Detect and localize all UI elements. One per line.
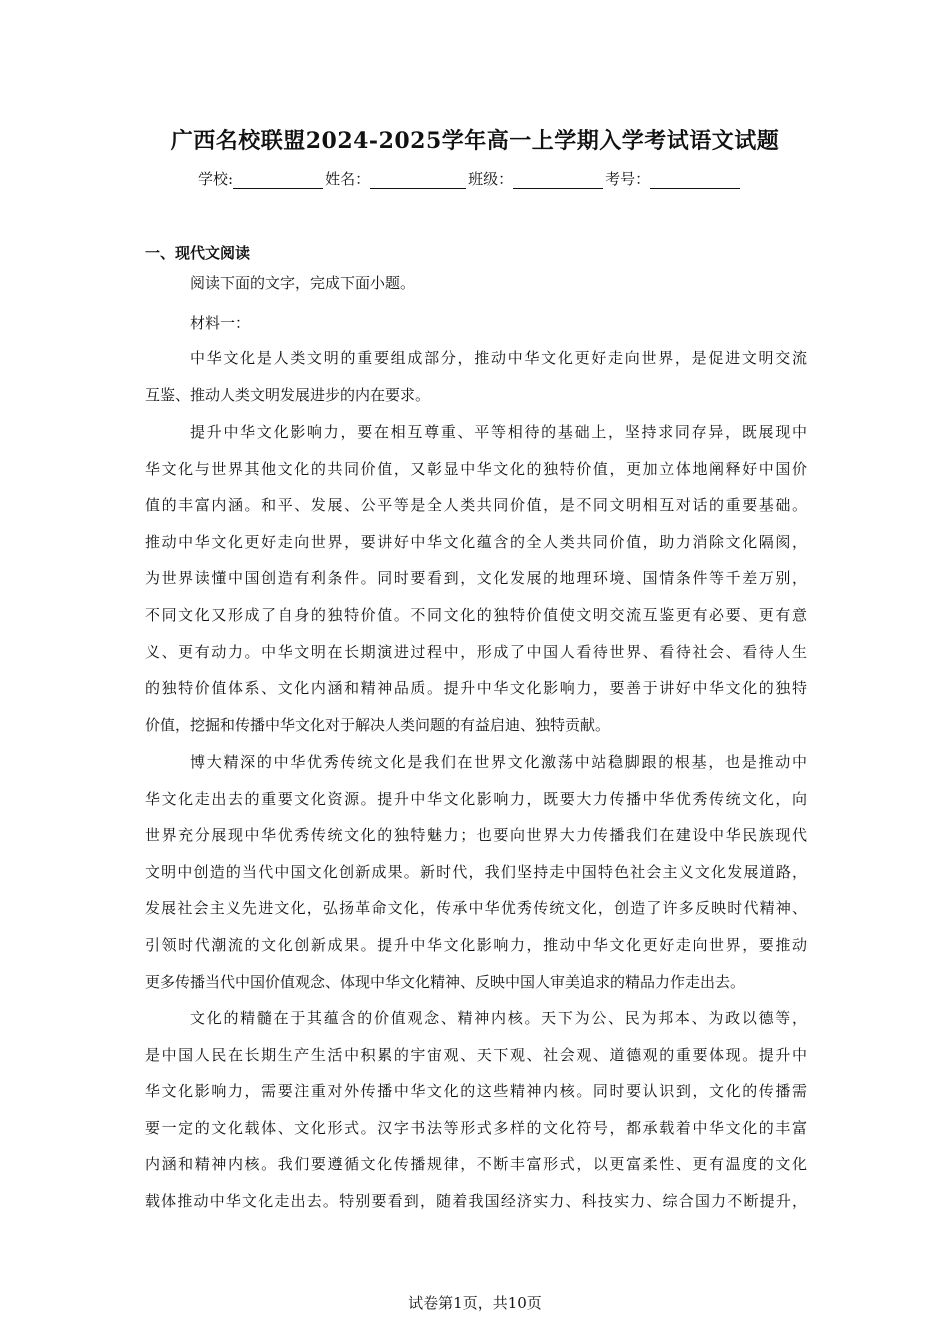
- page-footer: 试卷第1页，共10页: [408, 1294, 542, 1312]
- class-label: 班级：: [468, 170, 514, 188]
- paragraph-line: 互鉴、推动人类文明发展进步的内在要求。: [145, 385, 431, 404]
- exam-number-field: [605, 168, 742, 189]
- paragraph-1: [145, 340, 807, 413]
- school-blank[interactable]: [233, 170, 323, 189]
- paragraph-line: 要一定的文化载体、文化形式。汉字书法等形式多样的文化符号，都承载着中华文化的丰富: [145, 1118, 807, 1137]
- exam-title: 广西名校联盟2024-2025学年高一上学期入学考试语文试题: [170, 128, 780, 154]
- paragraph-line: 值的丰富内涵。和平、发展、公平等是全人类共同价值，是不同文明相互对话的重要基础。: [145, 496, 807, 515]
- paragraph-line: 义、更有动力。中华文明在长期演进过程中，形成了中国人看待世界、看待社会、看待人生: [145, 642, 807, 661]
- paragraph-line: 发展社会主义先进文化，弘扬革命文化，传承中华优秀传统文化，创造了许多反映时代精神、: [145, 899, 807, 918]
- paragraph-line: 载体推动中华文化走出去。特别要看到，随着我国经济实力、科技实力、综合国力不断提升，: [145, 1191, 807, 1210]
- paragraph-line: 华文化走出去的重要文化资源。提升中华文化影响力，既要大力传播中华优秀传统文化，向: [145, 789, 807, 808]
- paragraph-line: 不同文化又形成了自身的独特价值。不同文化的独特价值使文明交流互鉴更有必要、更有意: [145, 605, 807, 624]
- school-label: 学校:: [198, 170, 234, 188]
- exam-number-blank[interactable]: [650, 170, 740, 189]
- paragraph-line: 中华文化是人类文明的重要组成部分，推动中华文化更好走向世界，是促进文明交流: [190, 349, 807, 367]
- paragraph-line: 更多传播当代中国价值观念、体现中华文化精神、反映中国人审美追求的精品力作走出去。: [145, 972, 746, 991]
- material-label: 材料一：: [190, 314, 251, 332]
- name-label: 姓名：: [325, 170, 371, 188]
- name-field: [325, 168, 468, 189]
- paragraph-line: 的独特价值体系、文化内涵和精神品质。提升中华文化影响力，要善于讲好中华文化的独特: [145, 679, 807, 698]
- paragraph-line: 博大精深的中华优秀传统文化是我们在世界文化激荡中站稳脚跟的根基，也是推动中: [190, 753, 807, 771]
- student-info-line: [198, 168, 742, 189]
- paragraph-line: 提升中华文化影响力，要在相互尊重、平等相待的基础上，坚持求同存异，既展现中: [190, 423, 807, 441]
- paragraph-line: 价值，挖掘和传播中华文化对于解决人类问题的有益启迪、独特贡献。: [145, 715, 611, 734]
- paragraph-line: 华文化影响力，需要注重对外传播中华文化的这些精神内核。同时要认识到，文化的传播需: [145, 1082, 807, 1101]
- paragraph-line: 引领时代潮流的文化创新成果。提升中华文化影响力，推动中华文化更好走向世界，要推动: [145, 935, 807, 954]
- paragraph-line: 文化的精髓在于其蕴含的价值观念、精神内核。天下为公、民为邦本、为政以德等，: [190, 1009, 807, 1027]
- paragraph-line: 文明中创造的当代中国文化创新成果。新时代，我们坚持走中国特色社会主义文化发展道路，: [145, 862, 807, 881]
- paragraph-line: 世界充分展现中华优秀传统文化的独特魅力；也要向世界大力传播我们在建设中华民族现代: [145, 826, 807, 845]
- school-field: [198, 168, 325, 189]
- paragraph-3: [145, 744, 807, 1000]
- reading-instruction: 阅读下面的文字，完成下面小题。: [190, 274, 416, 292]
- exam-number-label: 考号：: [605, 170, 651, 188]
- paragraph-4: [145, 1000, 807, 1220]
- name-blank[interactable]: [370, 170, 466, 189]
- paragraph-line: 内涵和精神内核。我们要遵循文化传播规律，不断丰富形式，以更富柔性、更有温度的文化: [145, 1155, 807, 1174]
- paragraph-line: 华文化与世界其他文化的共同价值，又彰显中华文化的独特价值，更加立体地阐释好中国价: [145, 459, 807, 478]
- paragraph-line: 推动中华文化更好走向世界，要讲好中华文化蕴含的全人类共同价值，助力消除文化隔阂，: [145, 532, 807, 551]
- paragraph-2: [145, 414, 807, 743]
- section-heading: 一、现代文阅读: [145, 244, 251, 262]
- class-field: [468, 168, 605, 189]
- paragraph-line: 为世界读懂中国创造有利条件。同时要看到，文化发展的地理环境、国情条件等千差万别，: [145, 569, 807, 588]
- class-blank[interactable]: [513, 170, 603, 189]
- paragraph-line: 是中国人民在长期生产生活中积累的宇宙观、天下观、社会观、道德观的重要体现。提升中: [145, 1045, 807, 1064]
